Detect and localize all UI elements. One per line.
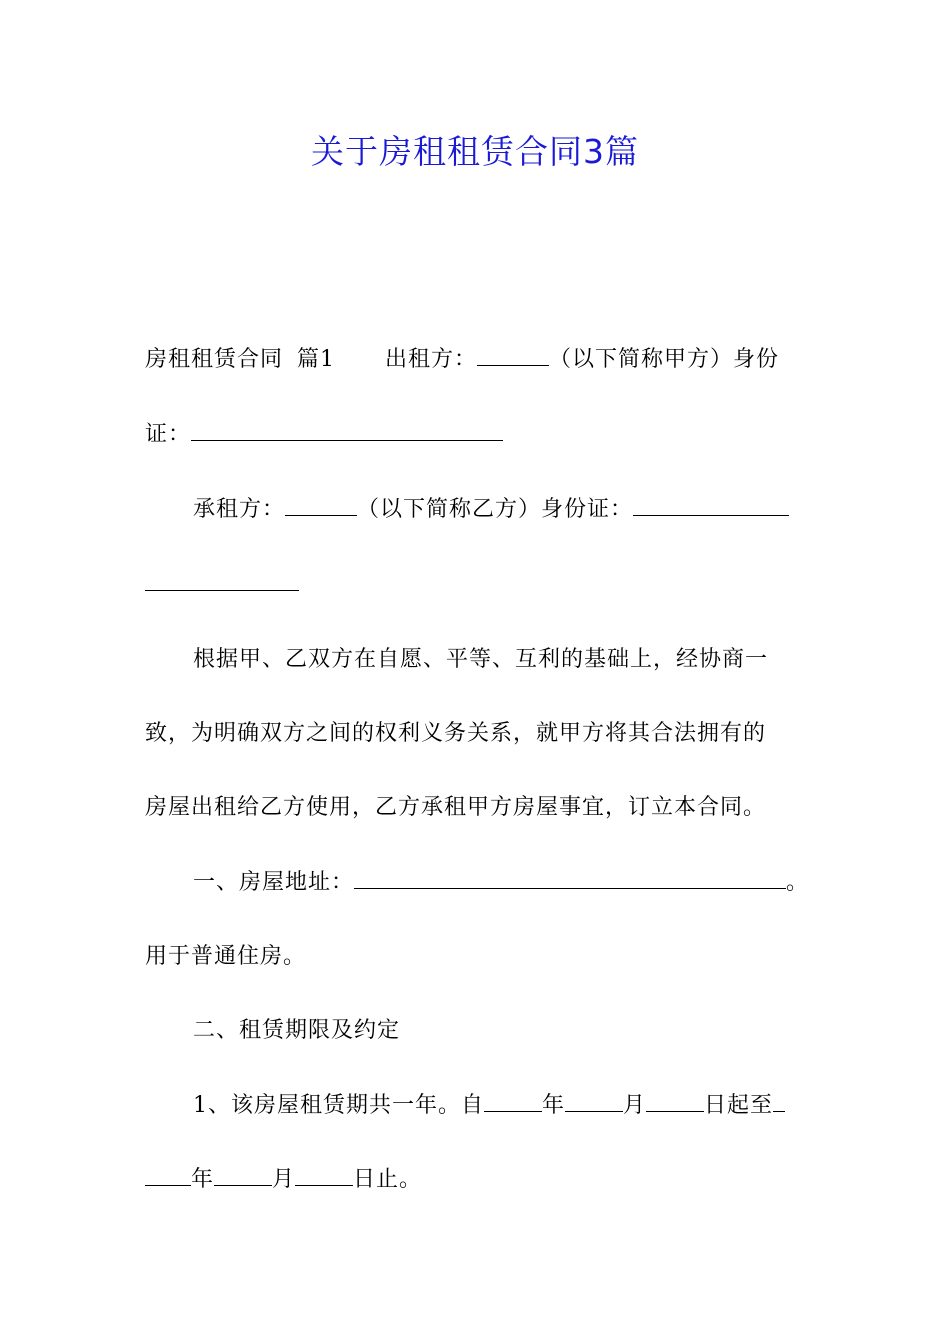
term-intro: 1、该房屋租赁期共一年。自 xyxy=(193,1093,484,1118)
end-year-blank-start xyxy=(773,1091,785,1112)
paragraph-line-1: 根据甲、乙双方在自愿、平等、互利的基础上，经协商一 xyxy=(193,647,769,672)
id-label: 证： xyxy=(145,422,192,447)
contract-heading: 房租租赁合同 xyxy=(145,347,284,372)
lessee-label: 承租方： xyxy=(193,497,286,522)
part-number: 篇1 xyxy=(297,347,336,372)
lessor-label: 出租方： xyxy=(385,347,478,372)
start-year-label: 年 xyxy=(542,1093,566,1118)
start-day-label: 日起至 xyxy=(704,1093,774,1118)
term-line-1 xyxy=(193,1091,785,1121)
lessee-id-blank-cont xyxy=(145,570,299,591)
contract-heading-line xyxy=(145,345,779,375)
start-year-blank xyxy=(484,1091,542,1112)
address-end: 。 xyxy=(786,870,810,895)
start-month-label: 月 xyxy=(623,1093,647,1118)
end-month-label: 月 xyxy=(272,1167,296,1192)
lessee-id-continuation-line xyxy=(145,570,299,600)
lessor-id-blank xyxy=(191,420,503,441)
end-month-blank xyxy=(214,1165,272,1186)
lessor-abbrev: （以下简称甲方）身份 xyxy=(549,347,780,372)
lessee-name-blank xyxy=(285,495,357,516)
usage-line: 用于普通住房。 xyxy=(145,944,307,969)
address-blank xyxy=(354,868,786,889)
lessor-name-blank xyxy=(477,345,549,366)
lessee-abbrev: （以下简称乙方）身份证： xyxy=(357,497,634,522)
document-title: 关于房租租赁合同3篇 xyxy=(311,132,639,171)
lessee-line xyxy=(193,495,789,525)
end-day-label: 日止。 xyxy=(353,1167,423,1192)
end-day-blank xyxy=(295,1165,353,1186)
paragraph-line-3: 房屋出租给乙方使用，乙方承租甲方房屋事宜，订立本合同。 xyxy=(145,795,767,820)
section-1-line xyxy=(193,868,809,898)
address-label: 一、房屋地址： xyxy=(193,870,355,895)
start-month-blank xyxy=(565,1091,623,1112)
section-2-heading: 二、租赁期限及约定 xyxy=(193,1018,401,1043)
end-year-blank xyxy=(145,1165,191,1186)
lessee-id-blank xyxy=(633,495,789,516)
lessor-id-line xyxy=(145,420,503,450)
end-year-label: 年 xyxy=(191,1167,215,1192)
term-line-2 xyxy=(145,1165,422,1195)
paragraph-line-2: 致，为明确双方之间的权利义务关系，就甲方将其合法拥有的 xyxy=(145,721,767,746)
start-day-blank xyxy=(646,1091,704,1112)
